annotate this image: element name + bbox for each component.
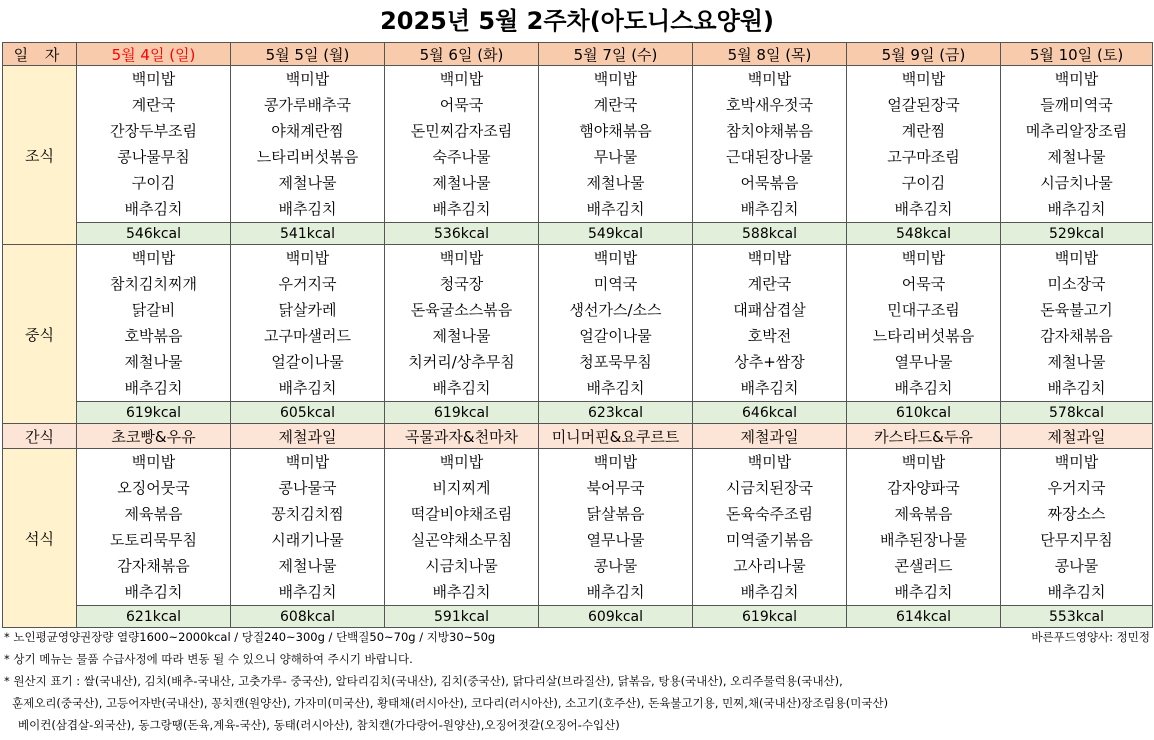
menu-item: 배추된장나물: [880, 531, 967, 549]
dinner-meal-label: 석식: [3, 449, 77, 628]
nutritionist-credit: 바른푸드영양사: 정민정: [1031, 630, 1150, 644]
menu-item: 미소장국: [1047, 275, 1106, 293]
origin-note-line: 베이컨(삼겹살-외국산), 동그랑땡(돈육,계육-국산), 동태(러시아산), 참치캔(가다랑어-원양산),오징어젓갈(오징어-수입산): [18, 718, 620, 732]
menu-item: 닭갈비: [131, 301, 176, 319]
menu-item: 호박볶음: [124, 327, 183, 345]
menu-item: 배추김치: [586, 379, 645, 397]
menu-item: 백미밥: [131, 453, 176, 471]
menu-item: 제철나물: [278, 174, 337, 192]
day-header: 5월 8일 (목): [693, 43, 847, 66]
menu-item: 고구마조림: [887, 148, 960, 166]
menu-item: 상추+쌈장: [734, 353, 805, 371]
menu-item: 백미밥: [131, 249, 176, 267]
menu-item: 감자채볶음: [1040, 327, 1113, 345]
lunch-day-cell: [231, 245, 385, 402]
menu-item: 청포묵무침: [579, 353, 652, 371]
menu-item: 백미밥: [285, 70, 330, 88]
menu-item: 단무지무침: [1040, 531, 1113, 549]
menu-item: 콩나물: [1054, 557, 1099, 575]
kcal-value: 608kcal: [231, 606, 385, 628]
menu-item: 배추김치: [124, 379, 183, 397]
menu-item: 백미밥: [901, 70, 946, 88]
menu-item: 백미밥: [747, 249, 792, 267]
menu-item: 백미밥: [901, 453, 946, 471]
breakfast-row: [3, 66, 1153, 223]
dinner-day-cell: [1001, 449, 1153, 606]
menu-item: 구이김: [131, 174, 176, 192]
menu-item: 야채계란찜: [271, 122, 344, 140]
menu-item: 닭살카레: [278, 301, 337, 319]
weekly-menu-table: [2, 42, 1153, 628]
menu-item: 배추김치: [1047, 379, 1106, 397]
menu-item: 배추김치: [1047, 583, 1106, 601]
menu-item: 배추김치: [432, 379, 491, 397]
menu-item: 콘샐러드: [894, 557, 953, 575]
menu-item: 숙주나물: [432, 148, 491, 166]
menu-item: 제철나물: [1047, 148, 1106, 166]
breakfast-day-cell: [693, 66, 847, 223]
menu-item: 어묵국: [439, 96, 484, 114]
menu-item: 시금치나물: [425, 557, 498, 575]
menu-item: 돈민찌감자조림: [410, 122, 513, 140]
menu-item: 백미밥: [747, 70, 792, 88]
dinner-day-cell: [693, 449, 847, 606]
kcal-value: 529kcal: [1001, 223, 1153, 245]
menu-item: 배추김치: [740, 583, 799, 601]
breakfast-day-cell: [231, 66, 385, 223]
kcal-value: 605kcal: [231, 402, 385, 424]
menu-item: 치커리/상추무침: [408, 353, 515, 371]
kcal-value: 619kcal: [693, 606, 847, 628]
date-header-label: 일 자: [3, 43, 77, 66]
menu-item: 대패삼겹살: [733, 301, 806, 319]
menu-item: 배추김치: [432, 583, 491, 601]
snack-row: [3, 424, 1153, 449]
menu-item: 감자양파국: [887, 479, 960, 497]
breakfast-kcal-row: [3, 223, 1153, 245]
day-header: 5월 5일 (월): [231, 43, 385, 66]
menu-item: 제철나물: [432, 327, 491, 345]
menu-item: 열무나물: [894, 353, 953, 371]
kcal-value: 614kcal: [847, 606, 1001, 628]
menu-item: 고구마샐러드: [264, 327, 351, 345]
menu-item: 제철나물: [278, 557, 337, 575]
menu-item: 제철나물: [1047, 353, 1106, 371]
menu-item: 참치야채볶음: [726, 122, 813, 140]
day-header: 5월 6일 (화): [385, 43, 539, 66]
menu-item: 백미밥: [439, 249, 484, 267]
menu-item: 백미밥: [285, 249, 330, 267]
menu-item: 느타리버섯볶음: [256, 148, 359, 166]
kcal-value: 536kcal: [385, 223, 539, 245]
snack-item: 곡물과자&천마차: [385, 424, 539, 449]
kcal-value: 588kcal: [693, 223, 847, 245]
kcal-value: 621kcal: [77, 606, 231, 628]
kcal-value: 609kcal: [539, 606, 693, 628]
lunch-day-cell: [539, 245, 693, 402]
breakfast-day-cell: [847, 66, 1001, 223]
origin-note-line: * 원산지 표기 : 쌀(국내산), 김치(배추-국내산, 고춧가루- 중국산), 알타리김치(국내산), 김치(중국산), 닭다리살(브라질산), 닭볶음, 탕용(국내산), 오리주물럭용(국내산),: [4, 674, 843, 688]
kcal-value: 610kcal: [847, 402, 1001, 424]
menu-item: 시금치된장국: [726, 479, 813, 497]
menu-item: 시래기나물: [271, 531, 344, 549]
menu-item: 우거지국: [1047, 479, 1106, 497]
menu-item: 들깨미역국: [1040, 96, 1113, 114]
menu-item: 열무나물: [586, 531, 645, 549]
menu-item: 햄야채볶음: [579, 122, 652, 140]
menu-item: 배추김치: [740, 379, 799, 397]
page-title: 2025년 5월 2주차(아도니스요양원): [380, 7, 774, 35]
menu-item: 닭살볶음: [586, 505, 645, 523]
kcal-value: 549kcal: [539, 223, 693, 245]
snack-item: 초코빵&우유: [77, 424, 231, 449]
menu-item: 제철나물: [586, 174, 645, 192]
breakfast-day-cell: [77, 66, 231, 223]
menu-item: 배추김치: [894, 200, 953, 218]
dinner-day-cell: [847, 449, 1001, 606]
menu-item: 제철나물: [432, 174, 491, 192]
breakfast-meal-label: 조식: [3, 66, 77, 245]
snack-item: 미니머핀&요쿠르트: [539, 424, 693, 449]
footer-notes: [4, 626, 1150, 736]
menu-item: 백미밥: [593, 453, 638, 471]
menu-item: 배추김치: [278, 583, 337, 601]
dinner-day-cell: [231, 449, 385, 606]
menu-item: 제철나물: [124, 353, 183, 371]
menu-item: 배추김치: [124, 583, 183, 601]
dinner-day-cell: [385, 449, 539, 606]
day-header: 5월 9일 (금): [847, 43, 1001, 66]
menu-item: 배추김치: [740, 200, 799, 218]
lunch-day-cell: [693, 245, 847, 402]
menu-item: 백미밥: [1054, 70, 1099, 88]
breakfast-day-cell: [539, 66, 693, 223]
menu-item: 계란국: [131, 96, 176, 114]
menu-item: 메추리알장조림: [1025, 122, 1128, 140]
kcal-value: 548kcal: [847, 223, 1001, 245]
menu-item: 돈육숙주조림: [726, 505, 813, 523]
menu-item: 콩나물국: [278, 479, 337, 497]
menu-item: 백미밥: [593, 249, 638, 267]
menu-change-notice: * 상기 메뉴는 물품 수급사정에 따라 변동 될 수 있으니 양해하여 주시기 바랍니다.: [4, 652, 413, 666]
menu-item: 민대구조림: [887, 301, 960, 319]
menu-item: 간장두부조림: [110, 122, 197, 140]
snack-item: 제철과일: [693, 424, 847, 449]
menu-item: 근대된장나물: [726, 148, 813, 166]
nutrition-guideline: * 노인평균영양권장량 열량1600~2000kcal / 당질240~300g / 단백질50~70g / 지방30~50g: [4, 630, 496, 644]
menu-item: 호박전: [747, 327, 792, 345]
menu-item: 백미밥: [285, 453, 330, 471]
menu-item: 백미밥: [131, 70, 176, 88]
menu-item: 돈육굴소스볶음: [410, 301, 513, 319]
kcal-value: 619kcal: [77, 402, 231, 424]
kcal-value: 578kcal: [1001, 402, 1153, 424]
menu-item: 참치김치찌개: [110, 275, 197, 293]
snack-meal-label: 간식: [3, 424, 77, 449]
menu-item: 미역줄기볶음: [726, 531, 813, 549]
menu-item: 백미밥: [747, 453, 792, 471]
dinner-day-cell: [77, 449, 231, 606]
day-header: 5월 7일 (수): [539, 43, 693, 66]
menu-item: 백미밥: [901, 249, 946, 267]
menu-item: 계란찜: [901, 122, 946, 140]
menu-item: 백미밥: [593, 70, 638, 88]
menu-item: 백미밥: [1054, 249, 1099, 267]
menu-item: 제육볶음: [894, 505, 953, 523]
menu-item: 배추김치: [586, 200, 645, 218]
menu-item: 백미밥: [1054, 453, 1099, 471]
menu-item: 백미밥: [439, 70, 484, 88]
menu-item: 얼갈이나물: [271, 353, 344, 371]
menu-item: 북어무국: [586, 479, 645, 497]
kcal-value: 546kcal: [77, 223, 231, 245]
breakfast-day-cell: [385, 66, 539, 223]
menu-item: 제육볶음: [124, 505, 183, 523]
menu-item: 오징어뭇국: [117, 479, 190, 497]
snack-item: 카스타드&두유: [847, 424, 1001, 449]
kcal-value: 553kcal: [1001, 606, 1153, 628]
menu-item: 도토리묵무침: [110, 531, 197, 549]
menu-item: 비지찌게: [432, 479, 491, 497]
menu-item: 고사리나물: [733, 557, 806, 575]
menu-item: 느타리버섯볶음: [872, 327, 975, 345]
lunch-day-cell: [847, 245, 1001, 402]
menu-item: 청국장: [439, 275, 484, 293]
lunch-meal-label: 중식: [3, 245, 77, 424]
menu-item: 배추김치: [586, 583, 645, 601]
menu-item: 시금치나물: [1040, 174, 1113, 192]
menu-item: 계란국: [747, 275, 792, 293]
menu-item: 배추김치: [894, 379, 953, 397]
dinner-kcal-row: [3, 606, 1153, 628]
lunch-day-cell: [77, 245, 231, 402]
kcal-value: 541kcal: [231, 223, 385, 245]
menu-item: 백미밥: [439, 453, 484, 471]
menu-item: 어묵볶음: [740, 174, 799, 192]
breakfast-day-cell: [1001, 66, 1153, 223]
snack-item: 제철과일: [231, 424, 385, 449]
lunch-day-cell: [1001, 245, 1153, 402]
kcal-value: 646kcal: [693, 402, 847, 424]
lunch-row: [3, 245, 1153, 402]
snack-item: 제철과일: [1001, 424, 1153, 449]
menu-item: 배추김치: [278, 200, 337, 218]
kcal-value: 591kcal: [385, 606, 539, 628]
lunch-kcal-row: [3, 402, 1153, 424]
menu-item: 미역국: [593, 275, 638, 293]
menu-item: 콩가루배추국: [264, 96, 351, 114]
menu-item: 떡갈비야채조림: [410, 505, 513, 523]
kcal-value: 619kcal: [385, 402, 539, 424]
date-header-row: [3, 43, 1153, 66]
menu-item: 콩나물무침: [117, 148, 190, 166]
menu-item: 콩나물: [593, 557, 638, 575]
menu-item: 감자채볶음: [117, 557, 190, 575]
menu-item: 배추김치: [124, 200, 183, 218]
menu-item: 짜장소스: [1047, 505, 1106, 523]
dinner-row: [3, 449, 1153, 606]
menu-item: 무나물: [593, 148, 638, 166]
dinner-day-cell: [539, 449, 693, 606]
kcal-value: 623kcal: [539, 402, 693, 424]
menu-item: 배추김치: [1047, 200, 1106, 218]
menu-item: 구이김: [901, 174, 946, 192]
menu-item: 꽁치김치찜: [271, 505, 344, 523]
menu-item: 실곤약채소무침: [410, 531, 513, 549]
menu-item: 얼갈이나물: [579, 327, 652, 345]
day-header: 5월 4일 (일): [77, 43, 231, 66]
origin-note-line: 훈제오리(중국산), 고등어자반(국내산), 꽁치캔(원양산), 가자미(미국산), 황태채(러시아산), 코다리(러시아산), 소고기(호주산), 돈육불고기용, 민찌,채(국내산)장조림용(미국산): [12, 696, 889, 710]
menu-item: 배추김치: [894, 583, 953, 601]
menu-item: 호박새우젓국: [726, 96, 813, 114]
menu-item: 배추김치: [432, 200, 491, 218]
menu-item: 얼갈된장국: [887, 96, 960, 114]
menu-item: 생선가스/소스: [569, 301, 662, 319]
menu-item: 어묵국: [901, 275, 946, 293]
menu-item: 배추김치: [278, 379, 337, 397]
menu-item: 계란국: [593, 96, 638, 114]
lunch-day-cell: [385, 245, 539, 402]
menu-item: 돈육불고기: [1040, 301, 1113, 319]
day-header: 5월 10일 (토): [1001, 43, 1153, 66]
menu-item: 우거지국: [278, 275, 337, 293]
